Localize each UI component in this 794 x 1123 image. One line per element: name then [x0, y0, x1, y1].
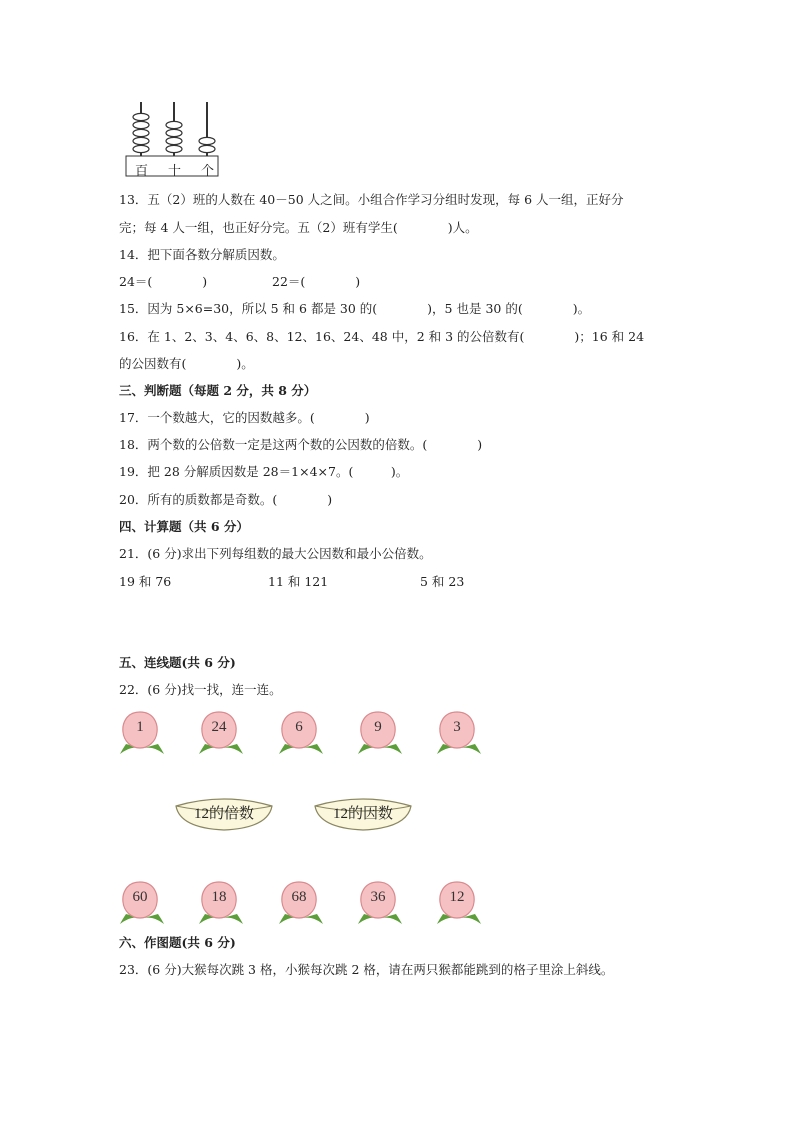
bowl-factors-of-12[interactable] — [313, 794, 413, 832]
peach-number: 24 — [211, 719, 227, 735]
peach-number: 3 — [453, 719, 461, 735]
section-4-heading: 四、计算题（共 6 分） — [119, 519, 249, 534]
abacus-label-ones: 个 — [201, 164, 215, 179]
section-6-heading: 六、作图题(共 6 分) — [119, 935, 236, 950]
question-20: 20．所有的质数都是奇数。( ) — [119, 492, 333, 507]
bowl-label: 12的因数 — [332, 806, 393, 822]
peach-top-5[interactable] — [437, 710, 481, 760]
peach-number: 68 — [291, 889, 307, 905]
peach-top-1[interactable] — [120, 710, 164, 760]
question-21: 21．(6 分)求出下列每组数的最大公因数和最小公倍数。 — [119, 546, 432, 561]
section-3-heading: 三、判断题（每题 2 分，共 8 分） — [119, 383, 317, 398]
peach-number: 6 — [295, 719, 303, 735]
question-21-a: 19 和 76 — [119, 574, 172, 589]
question-13-line2: 完；每 4 人一组，也正好分完。五（2）班有学生( )人。 — [119, 220, 478, 235]
question-23: 23．(6 分)大猴每次跳 3 格，小猴每次跳 2 格，请在两只猴都能跳到的格子里涂上斜线。 — [119, 962, 614, 977]
question-14-a: 24＝( ) — [119, 274, 208, 289]
question-16-line2: 的公因数有( )。 — [119, 356, 254, 371]
section-5-heading: 五、连线题(共 6 分) — [119, 655, 236, 670]
peach-bottom-4[interactable] — [358, 880, 402, 930]
bowl-multiples-of-12[interactable] — [174, 794, 274, 832]
peach-number: 12 — [449, 889, 465, 905]
peach-top-2[interactable] — [199, 710, 243, 760]
question-22: 22．(6 分)找一找，连一连。 — [119, 682, 282, 697]
question-21-b: 11 和 121 — [268, 574, 329, 589]
abacus-label-tens: 十 — [168, 164, 182, 179]
peach-number: 9 — [374, 719, 382, 735]
question-17: 17．一个数越大，它的因数越多。( ) — [119, 410, 370, 425]
peach-number: 1 — [136, 719, 144, 735]
question-15: 15．因为 5×6=30，所以 5 和 6 都是 30 的( )，5 也是 30 的( )。 — [119, 301, 591, 316]
question-14-b: 22＝( ) — [272, 274, 361, 289]
question-19: 19．把 28 分解质因数是 28＝1×4×7。( )。 — [119, 464, 409, 479]
question-14: 14．把下面各数分解质因数。 — [119, 247, 285, 262]
peach-number: 18 — [211, 889, 227, 905]
abacus-label-hundreds: 百 — [135, 164, 149, 179]
peach-top-3[interactable] — [279, 710, 323, 760]
peach-bottom-2[interactable] — [199, 880, 243, 930]
peach-bottom-1[interactable] — [120, 880, 164, 930]
question-21-c: 5 和 23 — [420, 574, 465, 589]
question-13-line1: 13．五（2）班的人数在 40－50 人之间。小组合作学习分组时发现，每 6 人一组，正好分 — [119, 192, 624, 207]
peach-number: 36 — [370, 889, 386, 905]
abacus-figure — [125, 100, 220, 180]
question-18: 18．两个数的公倍数一定是这两个数的公因数的倍数。( ) — [119, 437, 483, 452]
peach-top-4[interactable] — [358, 710, 402, 760]
peach-bottom-3[interactable] — [279, 880, 323, 930]
bowl-label: 12的倍数 — [193, 806, 254, 822]
peach-number: 60 — [132, 889, 148, 905]
question-16-line1: 16．在 1、2、3、4、6、8、12、16、24、48 中，2 和 3 的公倍数有( )；16 和 24 — [119, 329, 645, 344]
peach-bottom-5[interactable] — [437, 880, 481, 930]
